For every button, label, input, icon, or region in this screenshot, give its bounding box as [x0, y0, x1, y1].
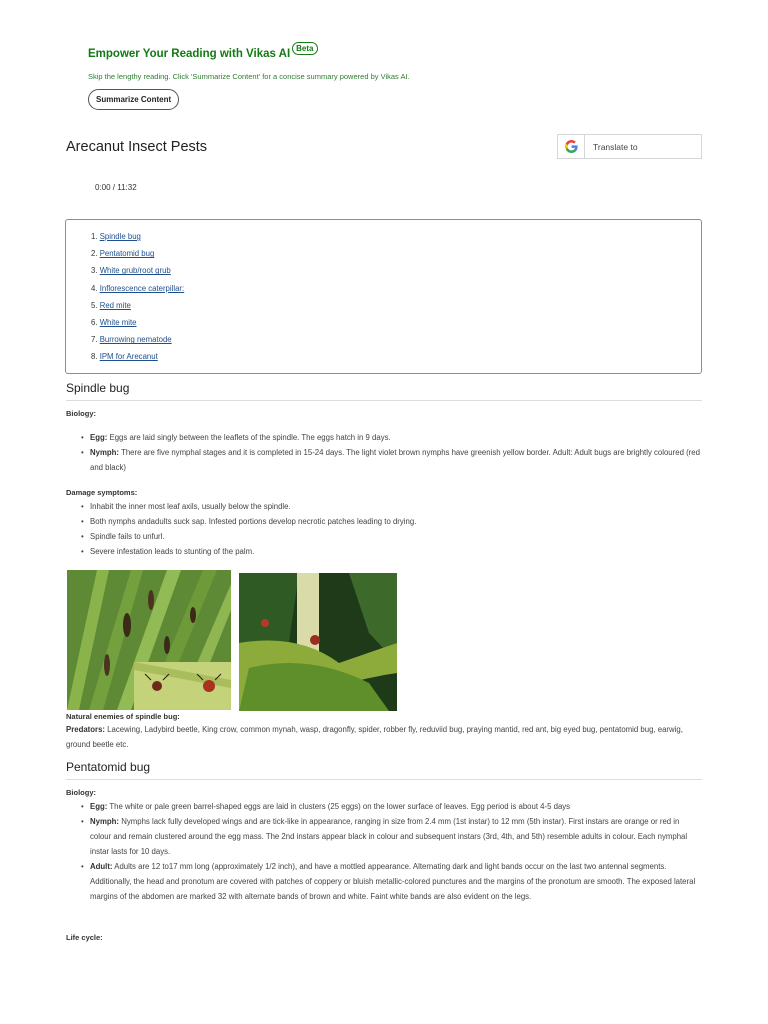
section-heading-spindle-bug: Spindle bug — [66, 381, 702, 401]
translate-label: Translate to — [593, 141, 638, 152]
nymph-label: Nymph: — [90, 817, 120, 826]
list-item: • Both nymphs andadults suck sap. Infested portions develop necrotic patches leading to drying. — [80, 514, 702, 529]
list-item — [80, 799, 702, 814]
spindle-biology-list — [80, 430, 702, 475]
toc-link-red-mite[interactable]: Red mite — [99, 300, 131, 310]
page-title: Arecanut Insect Pests — [66, 139, 208, 155]
vikas-ai-promo — [88, 44, 688, 110]
toc-link-spindle-bug[interactable]: Spindle bug — [99, 232, 141, 241]
promo-subtitle: Skip the lengthy reading. Click 'Summarize Content' for a concise summary powered by Vikas AI. — [88, 72, 410, 81]
biology-label: Biology: — [66, 788, 96, 797]
toc-item — [91, 283, 701, 300]
toc-number: 3. — [91, 266, 98, 276]
biology-label: Biology: — [66, 409, 96, 418]
toc-item — [91, 265, 701, 282]
toc-link-pentatomid-bug[interactable]: Pentatomid bug — [99, 249, 155, 259]
toc-item — [91, 317, 701, 334]
nymph-text: There are five nymphal stages and it is completed in 15-24 days. The light violet brown nymphs have greenish yellow border. Adult: Adult bugs are brightly coloured (red and black) — [90, 448, 700, 472]
predators-label: Predators: — [66, 725, 105, 734]
egg-label: Egg: — [90, 802, 108, 811]
pentatomid-biology-list — [80, 799, 702, 904]
damage-list — [80, 499, 702, 559]
egg-text: Eggs are laid singly between the leaflets of the spindle. The eggs hatch in 9 days. — [109, 433, 391, 442]
list-item — [80, 814, 702, 859]
promo-title — [88, 44, 688, 60]
predators-text — [66, 723, 702, 752]
adult-text: Adults are 12 to17 mm long (approximately 1/2 inch), and have a mottled appearance. Alternating dark and light bands occur on the last two antennal segments. Additionally, the head and pronotum are covered with patches of coppery or bluish metallic-colored punctures and the margins of the pronotum are smooth. The exposed lateral margins of the abdomen are marked 32 with alternate bands of brown and white. Faint white bands are also evident on the legs. — [90, 862, 696, 901]
table-of-contents — [65, 219, 702, 374]
promo-title-text: Empower Your Reading with Vikas AI — [88, 48, 291, 60]
section-heading-pentatomid-bug: Pentatomid bug — [66, 760, 702, 780]
toc-number: 1. — [91, 232, 98, 241]
toc-number: 7. — [91, 335, 98, 345]
adult-label: Adult: — [90, 862, 113, 871]
toc-item — [91, 248, 701, 265]
toc-link-white-mite[interactable]: White mite — [99, 317, 137, 327]
nymph-text: Nymphs lack fully developed wings and are tick-like in appearance, ranging in size from 2.4 mm (1st instar) to 12 mm (5th instar). First instars are orange or red in colour and remain clustered around the egg mass. The 2nd instars appear black in colour and subsequent instars (3rd, 4th, and 5th) resemble adults in colour. Each nymphal instar lasts for 10 days. — [90, 817, 688, 856]
predators-list: Lacewing, Ladybird beetle, King crow, common mynah, wasp, dragonfly, spider, robber fly, reduviid bug, praying mantid, red ant, big eyed bug, pentatomid bug, earwig, ground beetle etc. — [66, 725, 683, 749]
life-cycle-label: Life cycle: — [66, 933, 103, 942]
toc-link-inflorescence-caterpillar[interactable]: Inflorescence caterpillar: — [99, 283, 185, 293]
toc-number: 6. — [91, 317, 98, 327]
translate-widget[interactable] — [557, 134, 702, 159]
summarize-content-button[interactable]: Summarize Content — [88, 89, 179, 110]
list-item — [80, 859, 702, 904]
spindle-bug-photo-leaves — [67, 570, 231, 710]
list-item: • Inhabit the inner most leaf axils, usually below the spindle. — [80, 499, 702, 514]
audio-time: 0:00 / 11:32 — [95, 183, 137, 192]
toc-number: 4. — [91, 283, 98, 293]
egg-text: The white or pale green barrel-shaped eggs are laid in clusters (25 eggs) on the lower surface of leaves. Egg period is about 4-5 days — [109, 802, 571, 811]
toc-number: 5. — [91, 300, 98, 310]
list-item: • Severe infestation leads to stunting of the palm. — [80, 544, 702, 559]
nymph-label: Nymph: — [90, 448, 120, 457]
google-g-icon — [558, 135, 585, 158]
toc-number: 2. — [91, 249, 98, 259]
toc-link-ipm[interactable]: IPM for Arecanut — [99, 352, 158, 362]
toc-link-white-grub[interactable]: White grub/root grub — [99, 266, 171, 276]
toc-item — [91, 300, 701, 317]
natural-enemies-label: Natural enemies of spindle bug: — [66, 712, 180, 721]
toc-item — [91, 231, 701, 248]
damage-symptoms-label: Damage symptoms: — [66, 488, 138, 497]
toc-link-burrowing-nematode[interactable]: Burrowing nematode — [99, 335, 172, 345]
list-item — [80, 445, 702, 475]
spindle-bug-photo-closeup — [239, 573, 397, 711]
toc-number: 8. — [91, 352, 98, 362]
toc-item — [91, 334, 701, 351]
beta-badge: Beta — [292, 42, 317, 55]
list-item: • Spindle fails to unfurl. — [80, 529, 702, 544]
egg-label: Egg: — [90, 433, 108, 442]
list-item — [80, 430, 702, 445]
toc-item — [91, 351, 701, 368]
